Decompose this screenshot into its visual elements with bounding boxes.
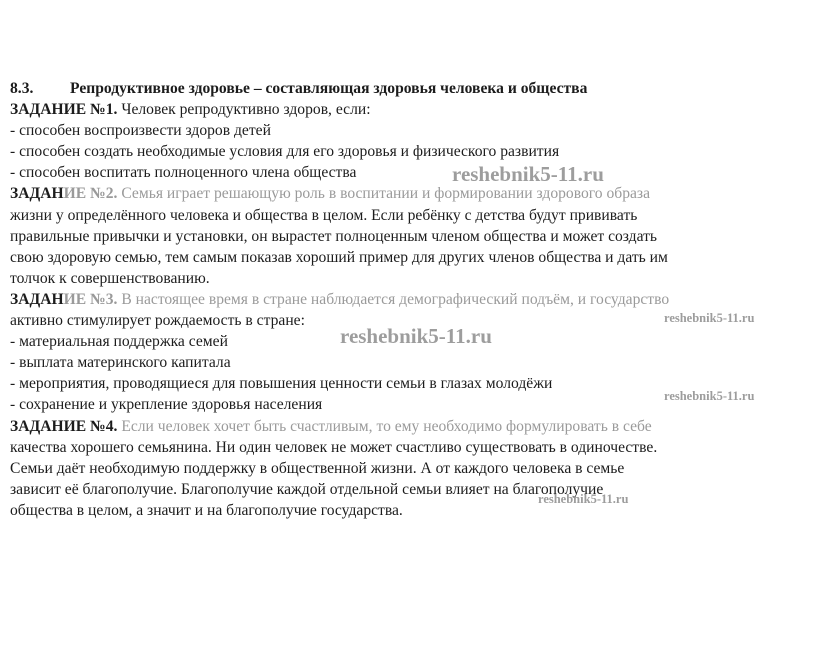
task3-item: - выплата материнского капитала: [10, 354, 231, 372]
task4-first-line: Если человек хочет быть счастливым, то ему необходимо формулировать в себе: [121, 417, 652, 435]
task3-item: - материальная поддержка семей: [10, 333, 228, 351]
task2-text-line: жизни у определённого человека и общества в целом. Если ребёнку с детства будут прививать: [10, 206, 638, 224]
section-heading: [10, 78, 810, 99]
section-title: Репродуктивное здоровье – составляющая здоровья человека и общества: [70, 80, 588, 97]
watermark-large: reshebnik5-11.ru: [452, 162, 604, 186]
task2-text-line: толчок к совершенствованию.: [10, 269, 210, 287]
task2-header-line: [10, 183, 810, 204]
task3-first-line: В настоящее время в стране наблюдается демографический подъём, и государство: [121, 290, 670, 308]
task4-text-line: Семьи даёт необходимую поддержку в общественной жизни. А от каждого человека в семье: [10, 459, 625, 477]
task4-label: ЗАДАНИЕ №4.: [10, 417, 118, 435]
task3-header-line: [10, 289, 810, 310]
document-body: [10, 78, 810, 521]
task1-item: - способен создать необходимые условия для его здоровья и физического развития: [10, 143, 560, 161]
task3-label-visible: ЗАДАН: [10, 290, 64, 308]
task1-item: - способен воспроизвести здоров детей: [10, 122, 271, 140]
task4-text-line: зависит её благополучие. Благополучие каждой отдельной семьи влияет на благополучие: [10, 480, 604, 498]
task1-item: - способен воспитать полноценного члена общества: [10, 164, 357, 182]
task3-text-line: активно стимулирует рождаемость в стране:: [10, 312, 305, 330]
task2-label-faded: ИЕ №2.: [63, 185, 118, 203]
task2-first-line: Семья играет решающую роль в воспитании и формировании здорового образа: [121, 185, 651, 203]
task4-header-line: [10, 416, 810, 437]
task3-item: - мероприятия, проводящиеся для повышения ценности семьи в глазах молодёжи: [10, 375, 553, 393]
watermark-small: reshebnik5-11.ru: [538, 492, 629, 506]
task4-text-line: качества хорошего семьянина. Ни один человек не может счастливо существовать в одиночестве.: [10, 438, 658, 456]
task2-label-visible: ЗАДАН: [10, 185, 64, 203]
task1-label: ЗАДАНИЕ №1.: [10, 101, 118, 119]
task3-label-faded: ИЕ №3.: [63, 290, 118, 308]
task2-text-line: свою здоровую семью, тем самым показав хороший пример для других членов общества и дать им: [10, 248, 668, 266]
task1-header-line: [10, 99, 810, 120]
task2-text-line: правильные привычки и установки, он вырастет полноценным членом общества и может создать: [10, 227, 658, 245]
watermark-small: reshebnik5-11.ru: [664, 311, 755, 325]
watermark-large: reshebnik5-11.ru: [340, 324, 492, 348]
section-number: 8.3.: [10, 80, 34, 97]
task3-label: [10, 291, 117, 308]
task2-label: [10, 185, 117, 202]
watermark-small: reshebnik5-11.ru: [664, 389, 755, 403]
task3-item: - сохранение и укрепление здоровья населения: [10, 396, 323, 414]
task4-text-line: общества в целом, а значит и на благополучие государства.: [10, 501, 403, 519]
task1-intro: Человек репродуктивно здоров, если:: [121, 101, 371, 119]
